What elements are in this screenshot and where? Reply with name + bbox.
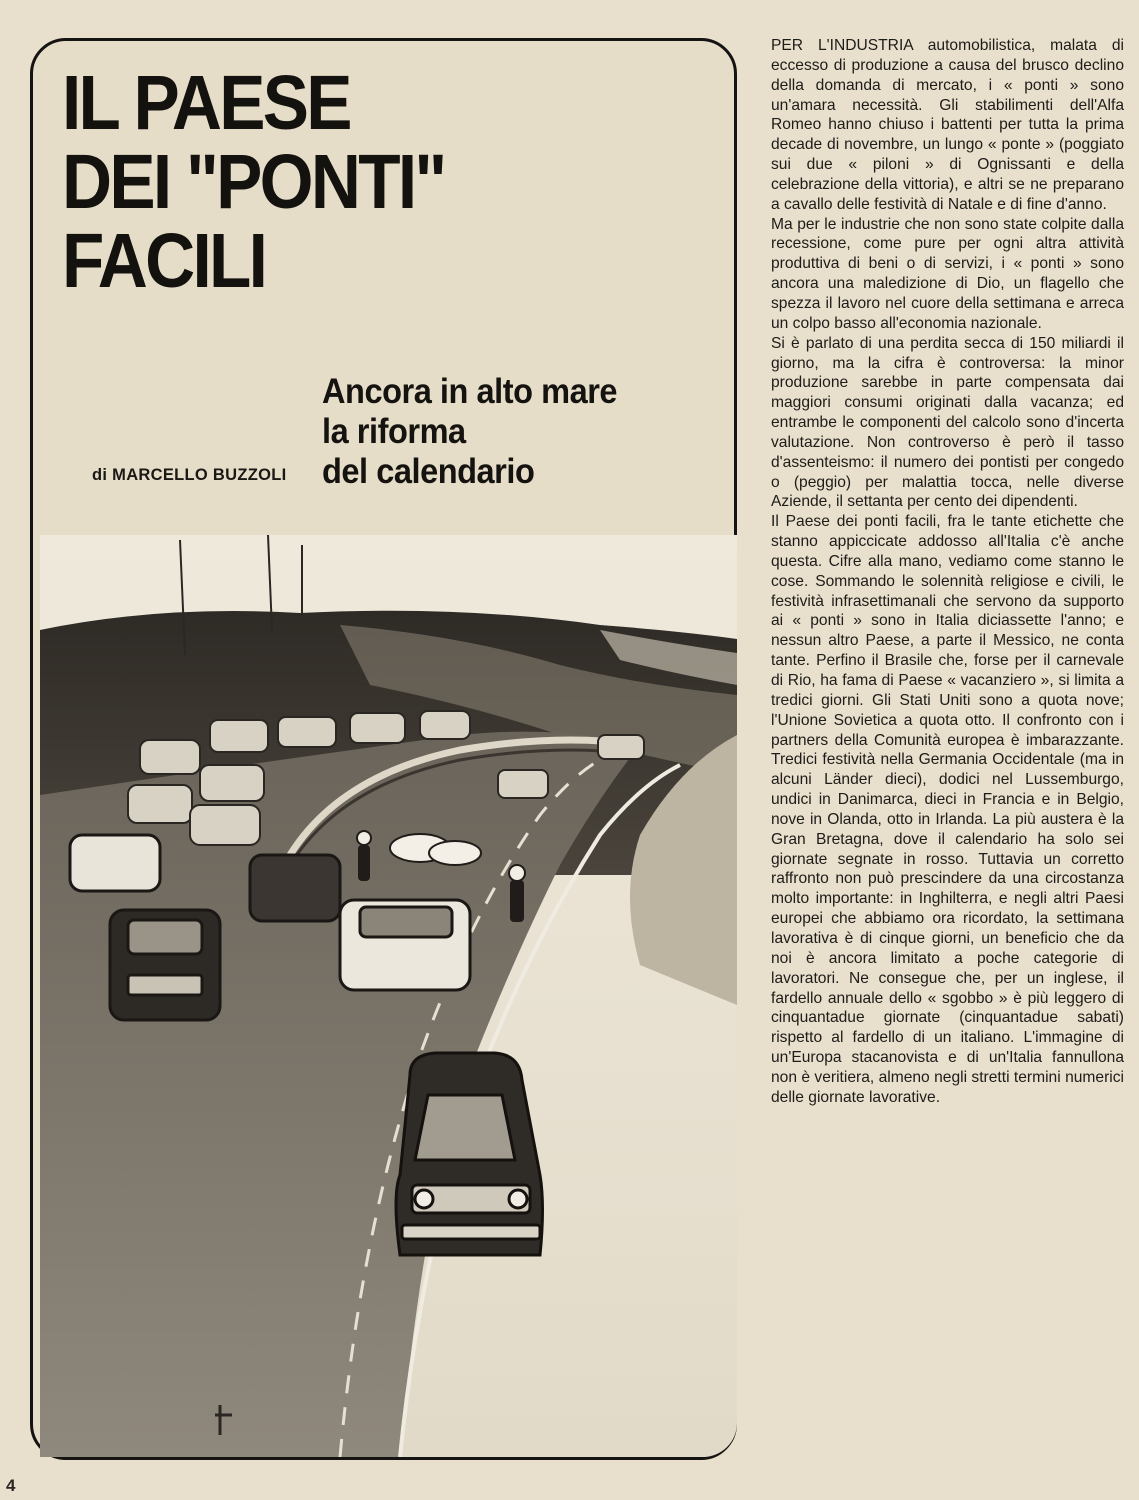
highway-traffic-photo	[40, 535, 737, 1457]
subtitle-line-1: Ancora in alto mare	[322, 372, 618, 411]
page-number: 4	[6, 1476, 16, 1495]
article-paragraph-1: PER L'INDUSTRIA automobilistica, malata di eccesso di produzione a causa del brusco declino della domanda di mercato, i « ponti » sono un'amara necessità. Gli stabilimenti dell'Alfa Romeo hanno chiuso i battenti per tutta la prima decade di novembre, un lungo « ponte » (poggiato sui due « piloni » di Ognissanti e della celebrazione della vittoria), e altri se ne preparano a cavallo delle festività di Natale e di fine d'anno.	[771, 37, 1124, 213]
subtitle-line-2: la riforma	[322, 412, 466, 451]
article-body	[771, 36, 1124, 1108]
headline-line-3: FACILI	[62, 218, 266, 304]
subtitle	[322, 372, 617, 492]
headline-line-1: IL PAESE	[62, 60, 350, 146]
article-paragraph-4: Il Paese dei ponti facili, fra le tante etichette che stanno appiccicate addosso all'Italia c'è anche questa. Cifre alla mano, vediamo come stanno le cose. Sommando le solennità religiose e civili, le festività infrasettimanali che servono da supporto ai « ponti » sono in Italia diciassette l'anno; e nessun altro Paese, a parte il Messico, ne conta tante. Perfino il Brasile che, forse per il carnevale di Rio, ha fama di Paese « vacanziero », si limita a tredici giorni. Gli Stati Uniti sono a quota nove; l'Unione Sovietica a quota otto. Il confronto con i partners della Comunità europea è imbarazzante. Tredici festività nella Germania Occidentale (ma in alcuni Länder dieci), dodici nel Lussemburgo, undici in Danimarca, dieci in Francia e in Belgio, nove in Olanda, otto in Irlanda. La più austera è la Gran Bretagna, dove il calendario ha solo sei giornate segnate in rosso. Tuttavia un corretto raffronto non può prescindere da una circostanza molto importante: in Inghilterra, e negli altri Paesi europei che abbiamo ora ricordato, la settimana lavorativa è di cinque giorni, un beneficio che da noi è ancora limitato a poche categorie di lavoratori. Ne consegue che, per un inglese, il fardello annuale dello « sgobbo » è più leggero di cinquantadue giornate (cinquantadue sabati) rispetto al fardello di un italiano. L'immagine di un'Europa stacanovista e di un'Italia fannullona non è veritiera, almeno negli stretti termini numerici delle giornate lavorative.	[771, 513, 1124, 1106]
headline	[62, 60, 445, 304]
article-paragraph-2: Ma per le industrie che non sono state colpite dalla recessione, come pure per ogni altra attività produttiva di beni o di servizi, i « ponti » sono ancora una maledizione di Dio, un flagello che spezza il lavoro nel cuore della settimana e arreca un colpo basso all'economia nazionale.	[771, 215, 1124, 332]
headline-line-2: DEI "PONTI"	[62, 139, 445, 225]
article-paragraph-3: Si è parlato di una perdita secca di 150 miliardi il giorno, ma la cifra è controversa: la minor produzione sarebbe in parte compensata dai maggiori consumi originati dalla vacanza; ed entrambe le componenti del calcolo sono d'incerta valutazione. Non controverso è però il tasso d'assenteismo: il numero dei pontisti per congedo o (peggio) per malattia tocca, nelle diverse Aziende, il settanta per cento dei dipendenti.	[771, 334, 1124, 511]
subtitle-line-3: del calendario	[322, 452, 535, 491]
byline: di MARCELLO BUZZOLI	[92, 466, 287, 484]
